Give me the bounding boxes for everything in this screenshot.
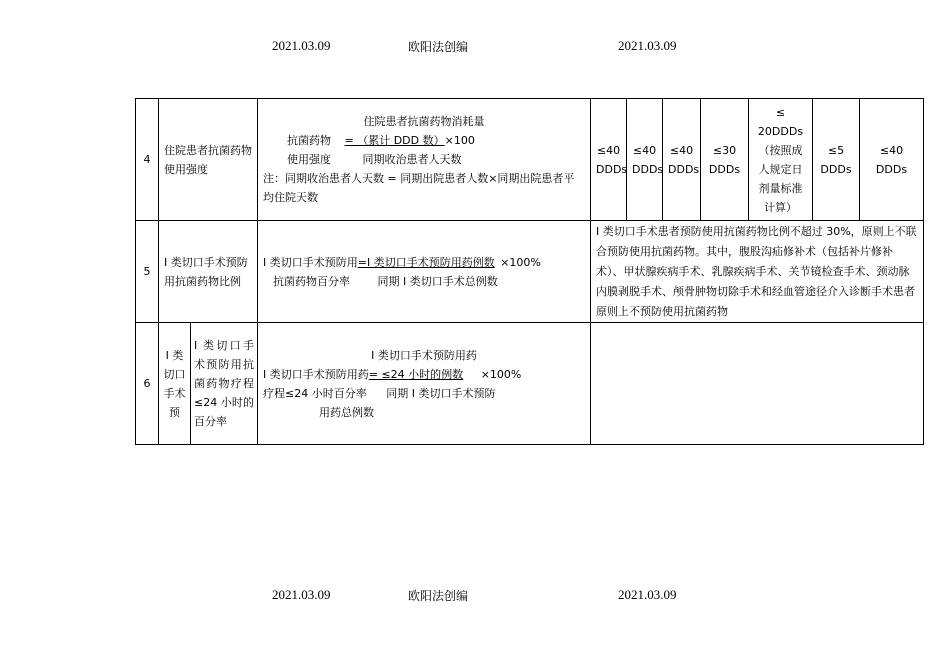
indicator-name: I 类切口手术预防用抗菌药物比例 bbox=[159, 221, 258, 323]
value-cell: ≤ 20DDDs （按照成人规定日剂量标准计算） bbox=[749, 99, 813, 221]
header-author: 欧阳法创编 bbox=[408, 40, 469, 54]
page-header bbox=[0, 38, 950, 58]
footer-author: 欧阳法创编 bbox=[408, 589, 469, 603]
formula-main-line bbox=[263, 253, 585, 272]
formula-denominator: 同期 I 类切口手术预防 bbox=[386, 386, 496, 400]
formula-second-line bbox=[263, 272, 585, 291]
indicator-name: 住院患者抗菌药物使用强度 bbox=[159, 99, 258, 221]
formula-numerator: 住院患者抗菌药物消耗量 bbox=[363, 115, 485, 128]
formula-eq: = ≤24 小时的例数 bbox=[368, 367, 464, 381]
formula-second-line bbox=[263, 384, 585, 403]
formula-denominator-2: 用药总例数 bbox=[319, 405, 374, 419]
formula-times: ×100% bbox=[500, 255, 541, 269]
formula-second-line bbox=[263, 150, 585, 169]
formula-main-line bbox=[263, 365, 585, 384]
indicator-name-part-b: I 类切口手术预防用抗菌药物疗程≤24 小时的百分率 bbox=[191, 323, 258, 445]
row-number: 4 bbox=[136, 99, 159, 221]
indicator-table bbox=[135, 98, 924, 445]
formula-eq: = （累计 DDD 数） bbox=[344, 134, 445, 147]
footer-date-left: 2021.03.09 bbox=[272, 587, 331, 602]
table-row bbox=[136, 221, 924, 323]
formula-cell bbox=[258, 323, 591, 445]
formula-denominator: 同期收治患者人天数 bbox=[362, 153, 462, 166]
header-date-right: 2021.03.09 bbox=[618, 38, 677, 53]
formula-label-a: I 类切口手术预防用 bbox=[263, 255, 358, 269]
value-cell: ≤40 DDDs bbox=[860, 99, 924, 221]
formula-main-line bbox=[263, 131, 585, 150]
formula-label-a: 抗菌药物 bbox=[287, 134, 331, 147]
row-number: 6 bbox=[136, 323, 159, 445]
indicator-note: I 类切口手术患者预防使用抗菌药物比例不超过 30%，原则上不联合预防使用抗菌药物。其中，腹股沟疝修补术（包括补片修补术）、甲状腺疾病手术、乳腺疾病手术、关节镜检查手术、颈动脉内膜剥脱手术、颅骨肿物切除手术和经血管途径介入诊断手术患者原则上不预防使用抗菌药物 bbox=[591, 221, 924, 323]
formula-label-b: 疗程≤24 小时百分率 bbox=[263, 386, 367, 400]
formula-cell bbox=[258, 99, 591, 221]
table-row bbox=[136, 323, 924, 445]
table-row bbox=[136, 99, 924, 221]
formula-top: I 类切口手术预防用药 bbox=[371, 348, 477, 362]
formula-times: ×100% bbox=[480, 367, 522, 381]
formula-label-b: 抗菌药物百分率 bbox=[273, 274, 350, 288]
formula-note: 注：同期收治患者人天数 = 同期出院患者人数×同期出院患者平均住院天数 bbox=[263, 172, 575, 204]
value-cell: ≤5 DDDs bbox=[813, 99, 860, 221]
formula-denominator: 同期 I 类切口手术总例数 bbox=[377, 274, 498, 288]
row-number: 5 bbox=[136, 221, 159, 323]
formula-eq: =I 类切口手术预防用药例数 bbox=[357, 255, 495, 269]
value-cell: ≤40 DDDs bbox=[663, 99, 701, 221]
formula-cell bbox=[258, 221, 591, 323]
header-date-left: 2021.03.09 bbox=[272, 38, 331, 53]
value-cell: ≤40 DDDs bbox=[591, 99, 627, 221]
formula-label-b: 使用强度 bbox=[287, 153, 331, 166]
indicator-note bbox=[591, 323, 924, 445]
page-footer bbox=[0, 587, 950, 607]
value-cell: ≤40 DDDs bbox=[627, 99, 663, 221]
value-cell: ≤30 DDDs bbox=[701, 99, 749, 221]
indicator-name-part-a: I 类切口手术预 bbox=[159, 323, 191, 445]
footer-date-right: 2021.03.09 bbox=[618, 587, 677, 602]
formula-times: ×100 bbox=[444, 134, 475, 147]
formula-label-a: I 类切口手术预防用药 bbox=[263, 367, 369, 381]
